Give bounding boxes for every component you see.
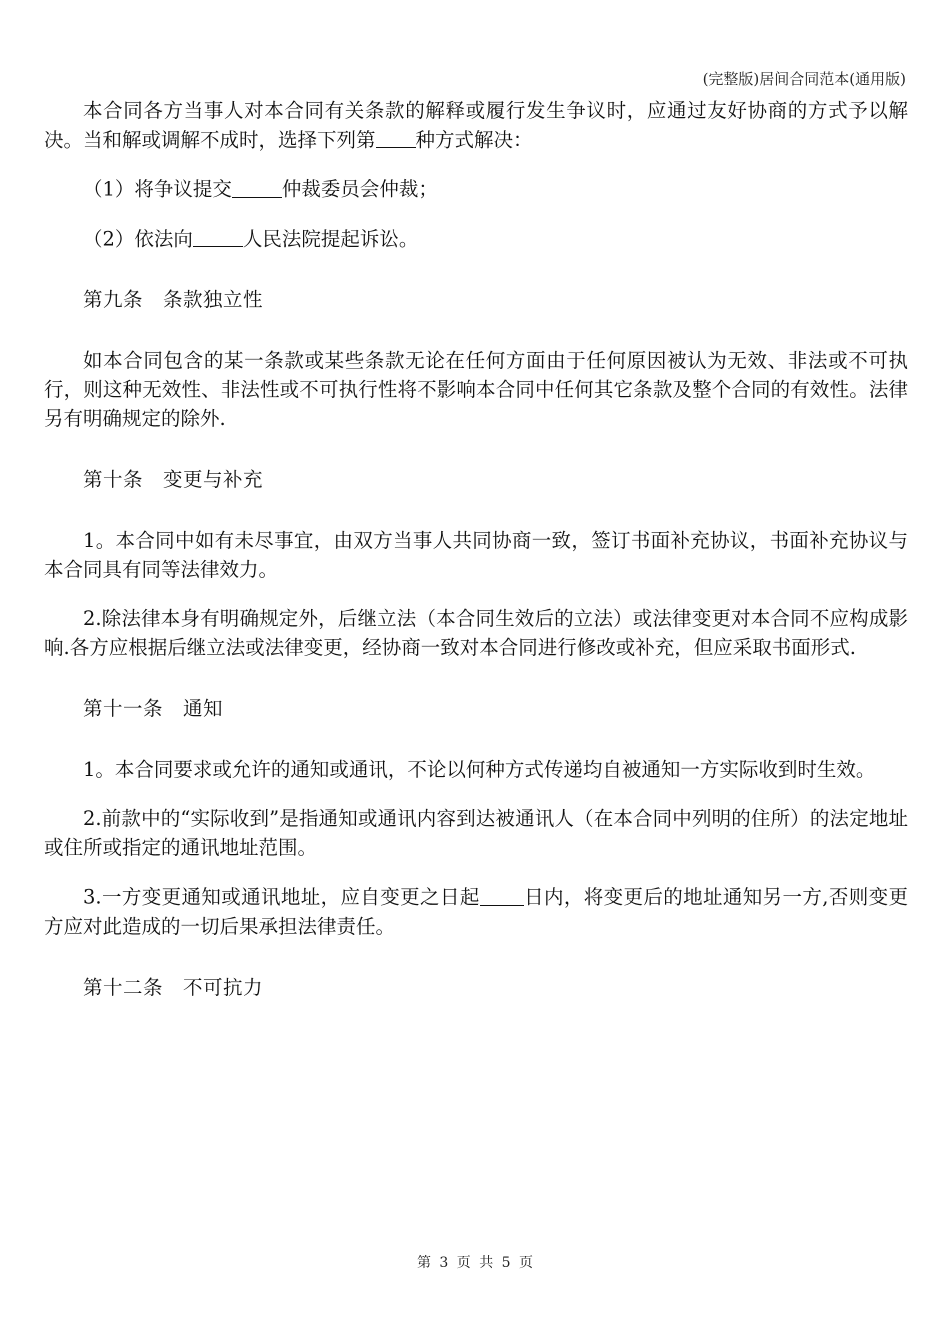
blank-line (232, 176, 282, 197)
article-11-clause-1: 1。本合同要求或允许的通知或通讯，不论以何种方式传递均自被通知一方实际收到时生效。 (83, 758, 876, 782)
option-tail: 人民法院提起诉讼。 (242, 227, 419, 251)
dispute-intro (44, 96, 908, 154)
blank-line (193, 226, 243, 247)
dispute-intro-tail: 种方式解决： (415, 128, 533, 152)
option-tail: 仲裁委员会仲裁； (281, 177, 438, 201)
article-10-clause-2: 2.除法律本身有明确规定外，后继立法（本合同生效后的立法）或法律变更对本合同不应构成影响.各方应根据后继立法或法律变更，经协商一致对本合同进行修改或补充，但应采取书面形式. (44, 607, 908, 660)
blank-line (376, 127, 416, 148)
article-9-body: 如本合同包含的某一条款或某些条款无论在任何方面由于任何原因被认为无效、非法或不可执行，则这种无效性、非法性或不可执行性将不影响本合同中任何其它条款及整个合同的有效性。法律另有明确规定的除外. (44, 349, 908, 431)
blank-line (480, 884, 524, 905)
dispute-option-arbitration (44, 174, 908, 203)
article-10-clause-1: 1。本合同中如有未尽事宜，由双方当事人共同协商一致，签订书面补充协议，书面补充协议与本合同具有同等法律效力。 (44, 529, 908, 582)
document-body (44, 96, 908, 1002)
article-11-heading: 第十一条 通知 (83, 697, 224, 721)
dispute-option-litigation (44, 224, 908, 253)
clause-tail: 日内，将变更后的地址通知另一方,否则变更方应对此造成的一切后果承担法律责任。 (44, 885, 908, 938)
option-text: （2）依法向 (83, 227, 193, 251)
article-10-heading: 第十条 变更与补充 (83, 468, 264, 492)
option-text: （1）将争议提交 (83, 177, 232, 201)
article-11-clause-3 (44, 882, 908, 940)
clause-text: 3.一方变更通知或通讯地址，应自变更之日起 (83, 885, 480, 909)
article-9-heading: 第九条 条款独立性 (83, 288, 264, 312)
article-11-clause-2: 2.前款中的“实际收到”是指通知或通讯内容到达被通讯人（在本合同中列明的住所）的法定地址或住所或指定的通讯地址范围。 (44, 807, 908, 860)
document-header-title: (完整版)居间合同范本(通用版) (702, 70, 906, 88)
page-number: 第 3 页 共 5 页 (416, 1255, 534, 1271)
article-12-heading: 第十二条 不可抗力 (83, 975, 264, 999)
dispute-intro-text: 本合同各方当事人对本合同有关条款的解释或履行发生争议时，应通过友好协商的方式予以解决。当和解或调解不成时，选择下列第 (44, 99, 908, 152)
